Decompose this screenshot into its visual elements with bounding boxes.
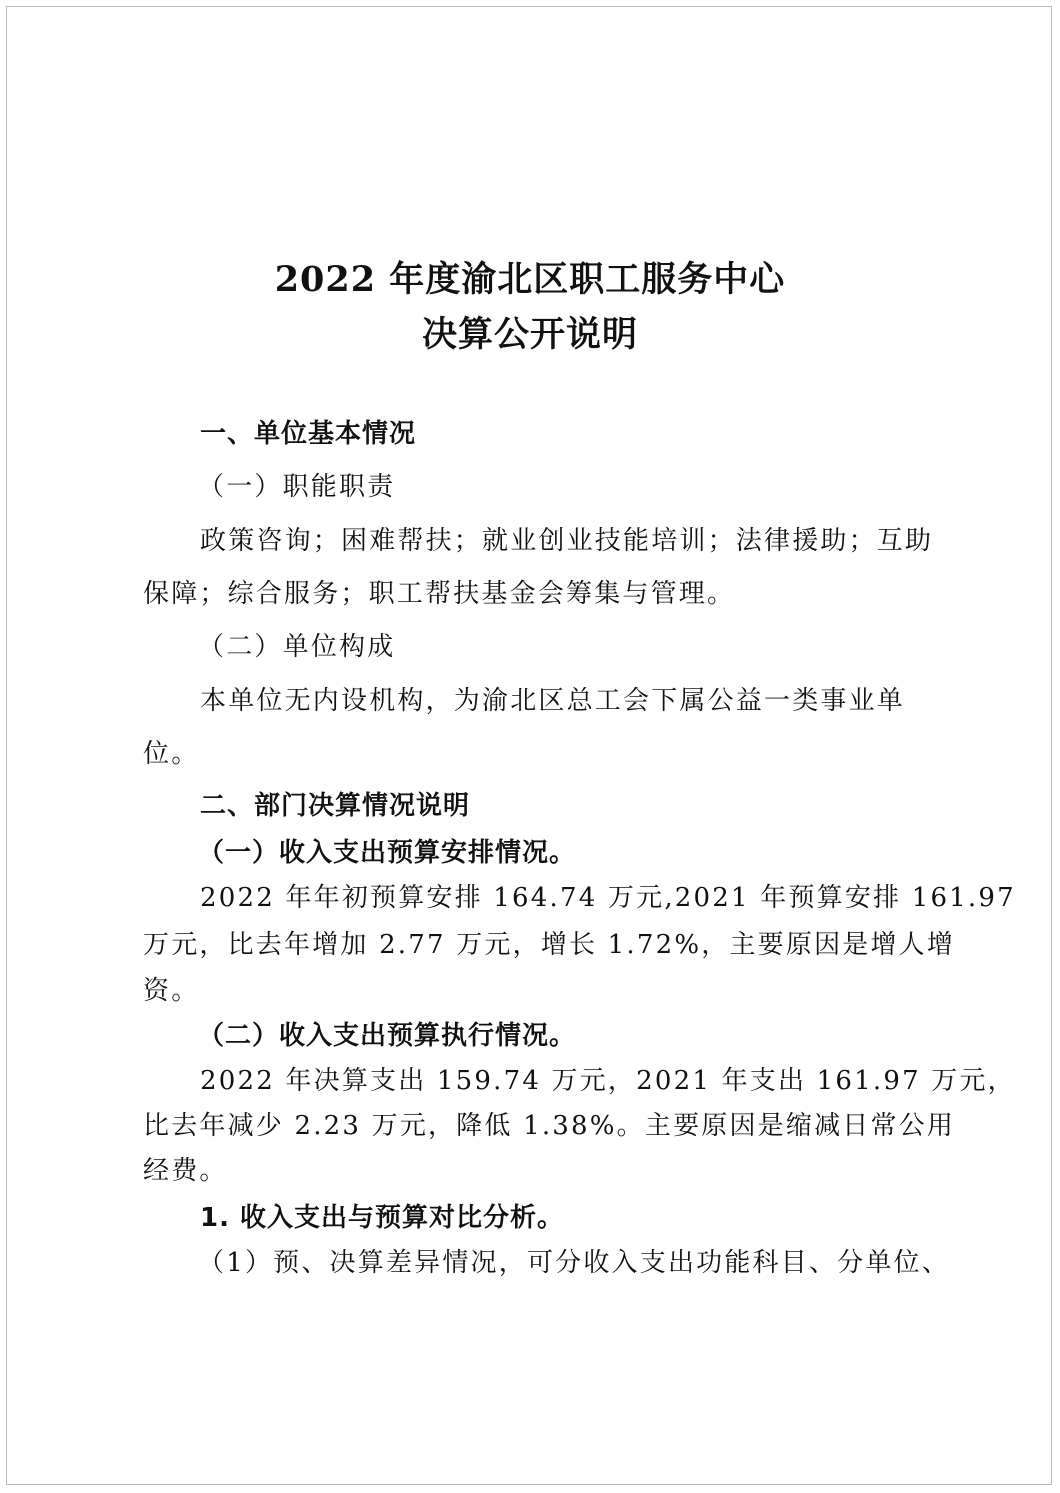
numbered-heading: 1. 收入支出与预算对比分析。 [200,1203,565,1233]
paragraph-line: 比去年减少 2.23 万元，降低 1.38%。主要原因是缩减日常公用 [143,1111,956,1141]
paragraph-line: 经费。 [143,1156,228,1186]
subsection-heading-bold: （一）收入支出预算安排情况。 [198,838,577,868]
document-title-line1: 2022 年度渝北区职工服务中心 [274,259,786,300]
subsection-heading-bold: （二）收入支出预算执行情况。 [198,1021,577,1051]
paragraph-line: 政策咨询；困难帮扶；就业创业技能培训；法律援助；互助 [200,526,934,556]
paragraph-line: （1）预、决算差异情况，可分收入支出功能科目、分单位、 [198,1248,950,1278]
paragraph-line: 万元，比去年增加 2.77 万元，增长 1.72%，主要原因是增人增 [143,930,956,960]
document-title-line2: 决算公开说明 [421,314,638,355]
paragraph-line: 2022 年决算支出 159.74 万元，2021 年支出 161.97 万元， [200,1066,1016,1096]
subsection-heading: （二）单位构成 [198,632,396,662]
paragraph-line: 资。 [143,976,200,1006]
paragraph-line: 保障；综合服务；职工帮扶基金会筹集与管理。 [143,579,736,609]
section-heading-1: 一、单位基本情况 [200,419,417,449]
section-heading-2: 二、部门决算情况说明 [200,791,471,821]
paragraph-line: 2022 年年初预算安排 164.74 万元,2021 年预算安排 161.97 [200,883,1016,913]
subsection-heading: （一）职能职责 [198,472,396,502]
paragraph-line: 本单位无内设机构，为渝北区总工会下属公益一类事业单 [200,686,906,716]
paragraph-line: 位。 [143,739,200,769]
